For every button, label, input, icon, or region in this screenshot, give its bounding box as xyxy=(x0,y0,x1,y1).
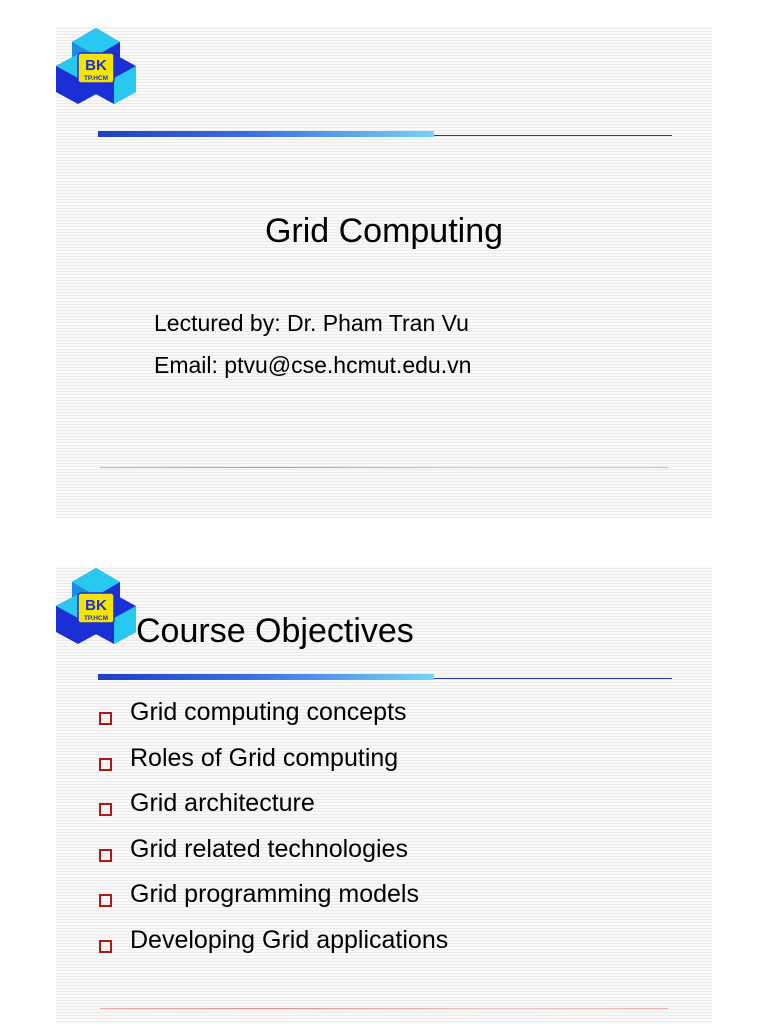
list-item-label: Grid architecture xyxy=(130,789,315,817)
bk-logo-icon xyxy=(56,566,136,644)
list-item xyxy=(96,744,448,790)
list-item-label: Grid computing concepts xyxy=(130,698,407,726)
email-line: Email: ptvu@cse.hcmut.edu.vn xyxy=(154,352,472,378)
title-underline-rule xyxy=(98,674,672,680)
footer-rule xyxy=(100,467,668,468)
square-bullet-icon xyxy=(99,894,112,907)
square-bullet-icon xyxy=(99,712,112,725)
svg-text:BK: BK xyxy=(85,57,107,74)
bk-logo-icon xyxy=(56,26,136,104)
square-bullet-icon xyxy=(99,758,112,771)
square-bullet-icon xyxy=(99,849,112,862)
list-item xyxy=(96,789,448,835)
list-item-label: Roles of Grid computing xyxy=(130,743,399,772)
list-item-label: Grid programming models xyxy=(130,880,419,908)
slide-course-objectives xyxy=(56,566,712,1024)
list-item xyxy=(96,926,448,972)
list-item-label: Developing Grid applications xyxy=(130,925,449,954)
footer-rule xyxy=(100,1008,668,1009)
list-item xyxy=(96,835,448,881)
objectives-list xyxy=(96,698,448,971)
lecturer-line: Lectured by: Dr. Pham Tran Vu xyxy=(154,310,469,336)
svg-text:BK: BK xyxy=(85,597,107,614)
slide-title: Grid Computing xyxy=(264,212,504,250)
slide-grid-computing xyxy=(56,26,712,518)
square-bullet-icon xyxy=(99,803,112,816)
title-underline-rule xyxy=(98,131,672,137)
svg-text:TP.HCM: TP.HCM xyxy=(83,75,109,82)
list-item xyxy=(96,698,448,744)
list-item xyxy=(96,880,448,926)
list-item-label: Grid related technologies xyxy=(130,834,408,863)
slide-title: Course Objectives xyxy=(136,612,414,650)
square-bullet-icon xyxy=(99,940,112,953)
svg-text:TP.HCM: TP.HCM xyxy=(83,615,109,622)
